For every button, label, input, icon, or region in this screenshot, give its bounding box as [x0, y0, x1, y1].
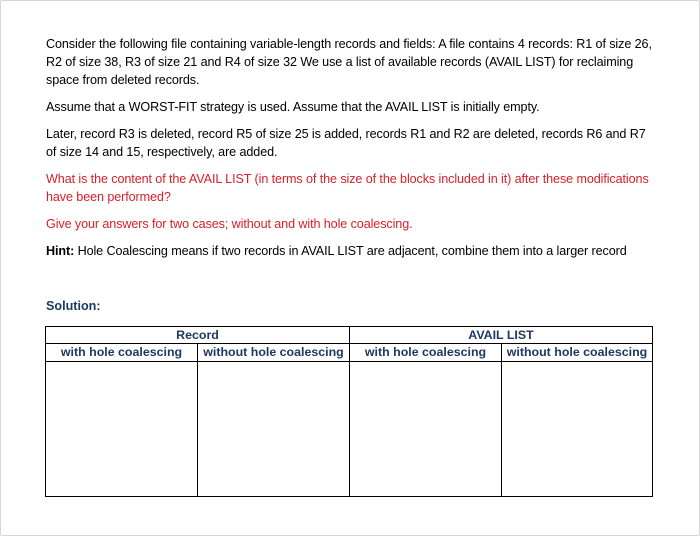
hint	[46, 242, 658, 260]
problem-statement: Consider the following file containing variable-length records and fields: A file contains 4 records: R1 of size 26, R2 of size 38, R3 of size 21 and R4 of size 32 We use a list of available records (AVAIL LIST) for reclaiming space from deleted records.	[46, 37, 652, 87]
avail-with-coalescing-answer[interactable]	[350, 362, 502, 497]
operations-sequence: Later, record R3 is deleted, record R5 of size 25 is added, records R1 and R2 are deleted, records R6 and R7 of size 14 and 15, respectively, are added.	[46, 127, 646, 159]
solution-label: Solution:	[46, 299, 101, 313]
avail-without-coalescing-header: without hole coalescing	[502, 344, 653, 362]
avail-list-group-header: AVAIL LIST	[350, 327, 653, 344]
record-group-header: Record	[46, 327, 350, 344]
question-prompt: What is the content of the AVAIL LIST (in terms of the size of the blocks included in it) after these modifications have been performed?	[46, 172, 649, 204]
avail-with-coalescing-header: with hole coalescing	[350, 344, 502, 362]
strategy-assumption: Assume that a WORST-FIT strategy is used. Assume that the AVAIL LIST is initially empty.	[46, 100, 540, 114]
record-with-coalescing-answer[interactable]	[46, 362, 198, 497]
record-with-coalescing-header: with hole coalescing	[46, 344, 198, 362]
group-header-row	[46, 327, 653, 344]
record-without-coalescing-answer[interactable]	[198, 362, 350, 497]
sub-header-row	[46, 344, 653, 362]
solution-table	[45, 326, 653, 497]
record-without-coalescing-header: without hole coalescing	[198, 344, 350, 362]
hint-text: Hole Coalescing means if two records in AVAIL LIST are adjacent, combine them into a larger record	[74, 244, 627, 258]
answer-row	[46, 362, 653, 497]
answer-instruction: Give your answers for two cases; without and with hole coalescing.	[46, 217, 413, 231]
avail-without-coalescing-answer[interactable]	[502, 362, 653, 497]
question-body	[46, 35, 658, 260]
hint-label: Hint:	[46, 244, 75, 258]
